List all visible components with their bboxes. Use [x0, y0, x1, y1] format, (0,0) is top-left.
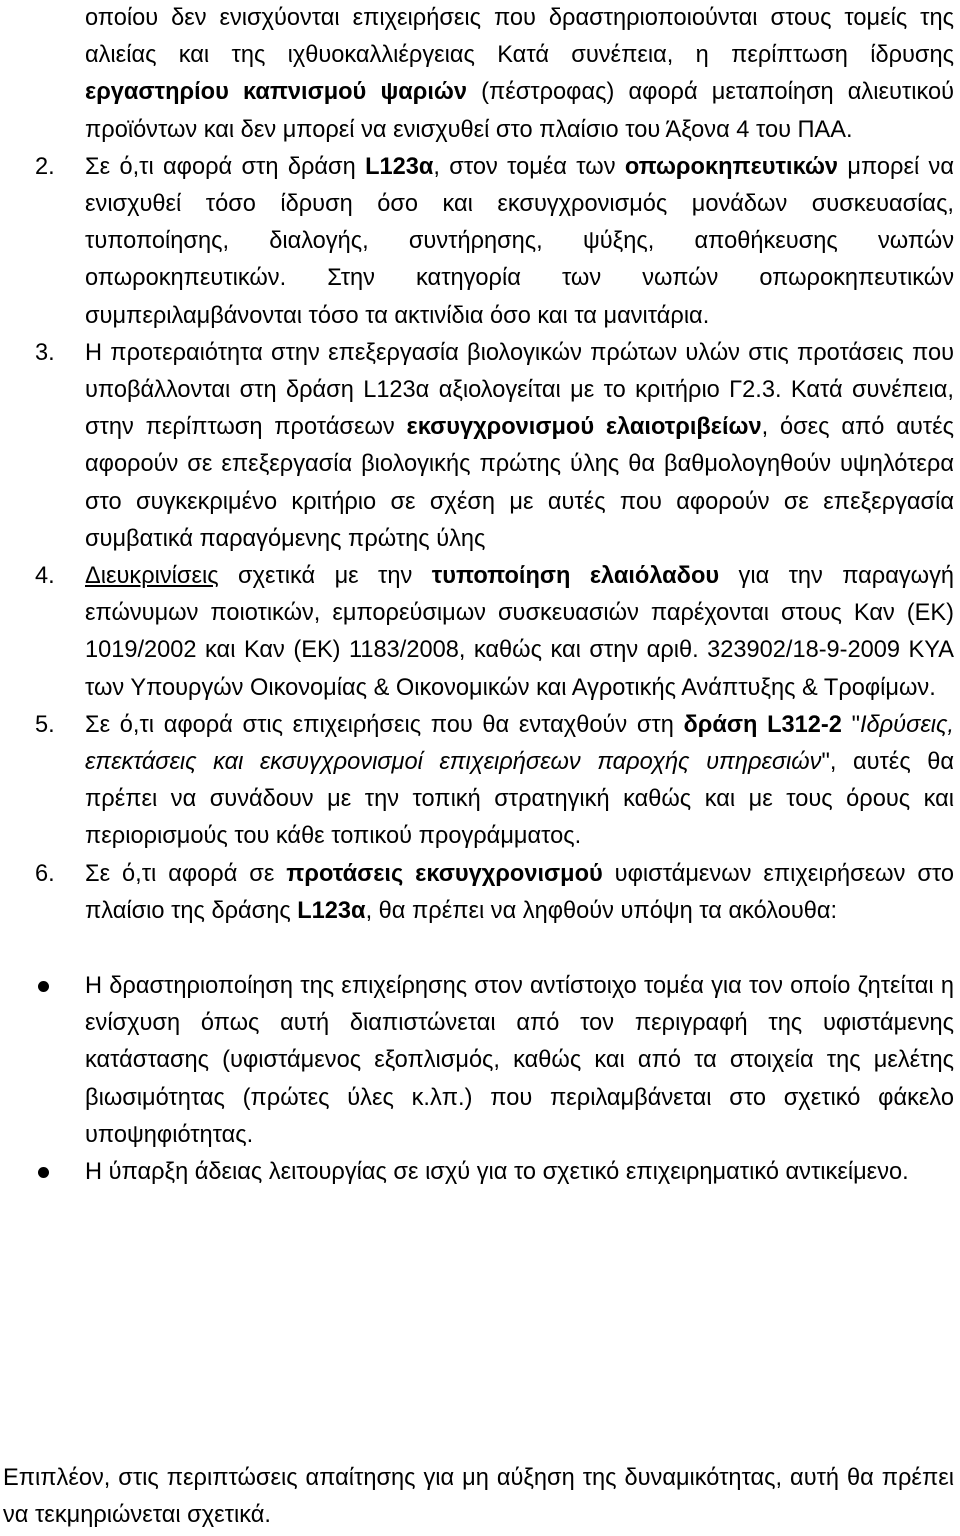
item-4-text: [85, 558, 954, 707]
item-6-text: [85, 856, 954, 930]
item-6-bold-1: προτάσεις εκσυγχρονισμού: [286, 860, 603, 887]
item-5-italic-1: Ιδρύσεις, επεκτάσεις και εκσυγχρονισμοί επιχειρήσεων παροχής υπηρεσιών: [85, 711, 954, 776]
intro-text-2: (πέστροφας) αφορά μεταποίηση αλιευτικού προϊόντων και δεν μπορεί να ενισχυθεί στο πλαίσιο του Άξονα 4 του ΠΑΑ.: [85, 79, 954, 143]
item-5-bold-1: δράση L312-2: [683, 711, 842, 738]
list-item-2: [35, 149, 954, 335]
item-2-text: [85, 149, 954, 335]
document-body: [35, 0, 955, 1191]
closing-paragraph: Επιπλέον, στις περιπτώσεις απαίτησης για μη αύξηση της δυναμικότητας, αυτή θα πρέπει να τεκμηριώνεται σχετικά.: [3, 1465, 954, 1529]
item-2-bold-2: οπωροκηπευτικών: [624, 153, 839, 180]
item-5-part-1: Σε ό,τι αφορά στις επιχειρήσεις που θα ενταχθούν στη: [85, 711, 684, 738]
item-6-bold-2: L123α: [297, 897, 366, 924]
item-6-part-3: , θα πρέπει να ληφθούν υπόψη τα ακόλουθα:: [365, 897, 838, 924]
item-2-part-2: , στον τομέα των: [433, 153, 625, 180]
list-item-6: [35, 856, 955, 930]
list-item-4: [35, 558, 954, 707]
item-4-bold-1: τυποποίηση ελαιόλαδου: [431, 563, 720, 590]
bullet-item: [85, 968, 954, 1154]
spacer: [85, 930, 954, 968]
item-3-part-2: , όσες από αυτές αφορούν σε επεξεργασία βιολογικής πρώτης ύλης θα βαθμολογηθούν υψηλότερα στο συγκεκριμένο κριτήριο σε σχέση με αυτές που αφορούν σε επεξεργασία συμβατικά παραγόμενης πρώτης ύλης: [85, 414, 954, 552]
intro-text-1: οποίου δεν ενισχύονται επιχειρήσεις που δραστηριοποιούνται στους τομείς της αλιείας και της ιχθυοκαλλιέργειας Κατά συνέπεια, η περίπτωση ίδρυσης: [85, 5, 954, 69]
item-6-part-2: υφιστάμενων επιχειρήσεων στο πλαίσιο της δράσης: [85, 860, 955, 924]
intro-paragraph: [85, 0, 954, 149]
item-number: 4.: [35, 563, 55, 590]
bullet-text: Η δραστηριοποίηση της επιχείρησης στον αντίστοιχο τομέα για τον οποίο ζητείται η ενίσχυση όπως αυτή διαπιστώνεται από τον περιγραφή της υφιστάμενης κατάστασης (υφιστάμενος εξοπλισμός, καθώς και από τα στοιχεία της μελέτης βιωσιμότητας (πρώτες ύλες κ.λπ.) που περιλαμβάνεται στο σχετικό φάκελο υποψηφιότητας.: [85, 973, 954, 1148]
item-number: 3.: [35, 339, 55, 366]
item-2-bold-1: L123α: [365, 153, 434, 180]
list-item-5: [35, 707, 954, 856]
item-3-text: [85, 335, 954, 558]
item-3-part-1: Η προτεραιότητα στην επεξεργασία βιολογικών πρώτων υλών στις προτάσεις που υποβάλλονται στη δράση L123α αξιολογείται με το κριτήριο Γ2.3. Κατά συνέπεια, στην περίπτωση προτάσεων: [85, 339, 954, 441]
item-number: 6.: [35, 860, 55, 887]
item-5-text: [85, 707, 954, 856]
item-2-part-1: Σε ό,τι αφορά στη δράση: [85, 153, 366, 180]
bullet-icon: [38, 981, 49, 992]
item-5-part-3: ", αυτές θα πρέπει να συνάδουν με την τοπική στρατηγική καθώς και με τους όρους και περιορισμούς του κάθε τοπικού προγράμματος.: [85, 749, 954, 850]
bullet-text: Η ύπαρξη άδειας λειτουργίας σε ισχύ για το σχετικό επιχειρηματικό αντικείμενο.: [85, 1159, 909, 1186]
item-6-part-1: Σε ό,τι αφορά σε: [85, 860, 287, 887]
intro-bold-smokehouse: εργαστηρίου καπνισμού ψαριών: [85, 79, 467, 106]
item-number: 2.: [35, 153, 55, 180]
item-4-part-2: για την παραγωγή επώνυμων ποιοτικών, εμπορεύσιμων συσκευασιών παρέχονται στους Καν (ΕΚ) 1019/2002 και Καν (ΕΚ) 1183/2008, καθώς και στην αριθ. 323902/18-9-2009 ΚΥΑ των Υπουργών Οικονομίας & Οικονομικών και Αγροτικής Ανάπτυξης & Τροφίμων.: [85, 563, 954, 701]
item-2-part-3: μπορεί να ενισχυθεί τόσο ίδρυση όσο και εκσυγχρονισμός μονάδων συσκευασίας, τυποποίησης, διαλογής, συντήρησης, ψύξης, αποθήκευσης νωπών οπωροκηπευτικών. Στην κατηγορία των νωπών οπωροκηπευτικών συμπεριλαμβάνονται τόσο τα ακτινίδια όσο και τα μανιτάρια.: [85, 153, 954, 329]
item-number: 5.: [35, 711, 55, 738]
list-item-3: [35, 335, 954, 558]
bullet-icon: [38, 1167, 49, 1178]
item-3-bold-1: εκσυγχρονισμού ελαιοτριβείων: [406, 414, 762, 441]
item-5-part-2: ": [841, 711, 860, 738]
item-4-part-1: σχετικά με την: [218, 563, 432, 590]
bullet-item: [85, 1154, 954, 1191]
item-4-underlined: Διευκρινίσεις: [85, 563, 219, 590]
